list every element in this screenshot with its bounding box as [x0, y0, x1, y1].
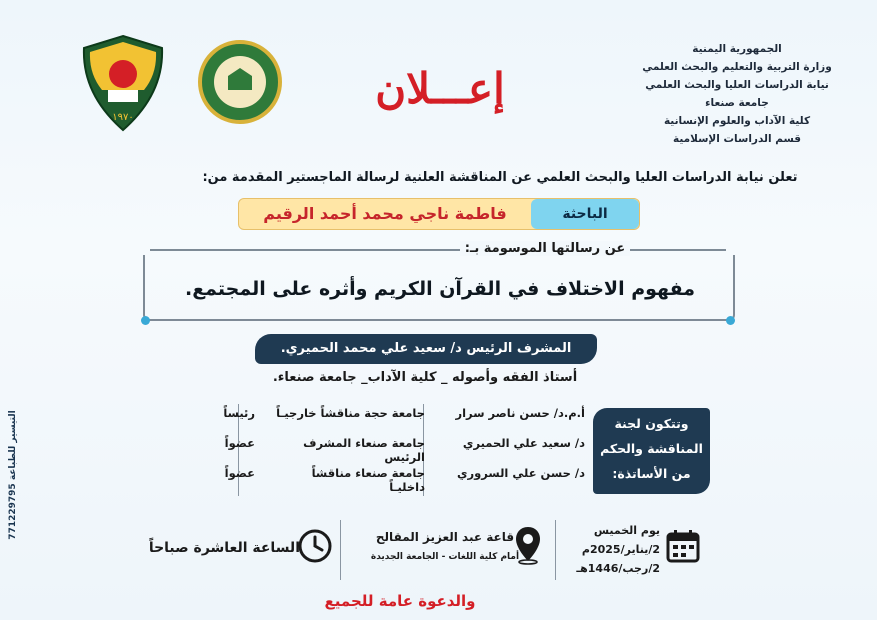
ministry-line: الجمهورية اليمنية [692, 43, 782, 55]
info-divider [340, 520, 341, 580]
faculty-logo-badge [197, 34, 283, 132]
supervisor-bar: المشرف الرئيس د/ سعيد علي محمد الحميري. [255, 334, 597, 364]
location-block [345, 530, 545, 562]
clock-icon [297, 528, 333, 564]
info-divider [555, 520, 556, 580]
supervisor-title: أستاذ الفقه وأصوله _ كلية الآداب_ جامعة صنعاء. [272, 370, 578, 385]
researcher-name: فاطمة ناجي محمد أحمد الرقيم [263, 204, 507, 223]
intro-text: تعلن نيابة الدراسات العليا والبحث العلمي عن المناقشة العلنية لرسالة الماجستير المقدمة من: [202, 170, 798, 185]
member-role: رئيساً [223, 406, 255, 420]
member-name: أ.م.د/ حسن ناصر سرار [455, 406, 585, 420]
logo-year: ١٩٧٠ [112, 112, 134, 123]
event-day: يوم الخميس [593, 524, 660, 537]
frame-dot-left [141, 316, 150, 325]
invitation-text: والدعوة عامة للجميع [324, 592, 476, 610]
member-affiliation: جامعة حجة مناقشاً خارجيـاً [276, 406, 425, 420]
ministry-header [637, 40, 837, 148]
researcher-box [238, 198, 640, 230]
event-location: قاعة عبد العزيز المقالح [375, 530, 515, 544]
event-location-sub: أمام كلية اللغات - الجامعة الجديدة [370, 552, 520, 562]
ministry-line: كلية الآداب والعلوم الإنسانية [663, 115, 811, 127]
thesis-title: مفهوم الاختلاف في القرآن الكريم وأثره على المجتمع. [184, 278, 696, 300]
printer-note: التيسير للطباعة 771229795 [8, 410, 18, 540]
member-role: عضواً [224, 466, 255, 480]
thesis-intro: عن رسالتها الموسومة بـ: [460, 241, 630, 256]
ministry-line: وزارة التربية والتعليم والبحث العلمي [642, 61, 832, 73]
frame-dot-right [726, 316, 735, 325]
member-role: عضواً [224, 436, 255, 450]
committee-label-line: المناقشة والحكم [600, 441, 703, 456]
committee-label [593, 408, 710, 494]
date-block [560, 521, 660, 578]
ministry-line: نيابة الدراسات العليا والبحث العلمي [645, 79, 829, 91]
member-name: د/ سعيد علي الحميري [462, 436, 585, 450]
event-date-hijri: 2/رجب/1446هـ [576, 562, 660, 575]
calendar-icon [665, 528, 701, 564]
university-logo-shield [80, 34, 166, 132]
thesis-frame-top [150, 249, 726, 251]
researcher-label: الباحثة [531, 199, 639, 229]
ministry-line: قسم الدراسات الإسلامية [672, 133, 802, 145]
member-affiliation: جامعة صنعاء مناقشاً داخليـاً [311, 466, 425, 494]
committee-row [155, 466, 585, 496]
member-affiliation: جامعة صنعاء المشرف الرئيس [303, 436, 425, 464]
committee-row [155, 406, 585, 436]
committee-row [155, 436, 585, 466]
committee-label-line: من الأساتذة: [612, 466, 691, 481]
committee-table [155, 406, 585, 496]
committee-label-line: وتتكون لجنة [614, 416, 689, 431]
announcement-title: إعـــلان [375, 64, 505, 113]
event-date-gregorian: 2/يناير/2025م [581, 543, 660, 556]
event-time: الساعة العاشرة صباحاً [148, 540, 300, 556]
member-name: د/ حسن علي السروري [456, 466, 585, 480]
ministry-line: جامعة صنعاء [705, 97, 769, 109]
